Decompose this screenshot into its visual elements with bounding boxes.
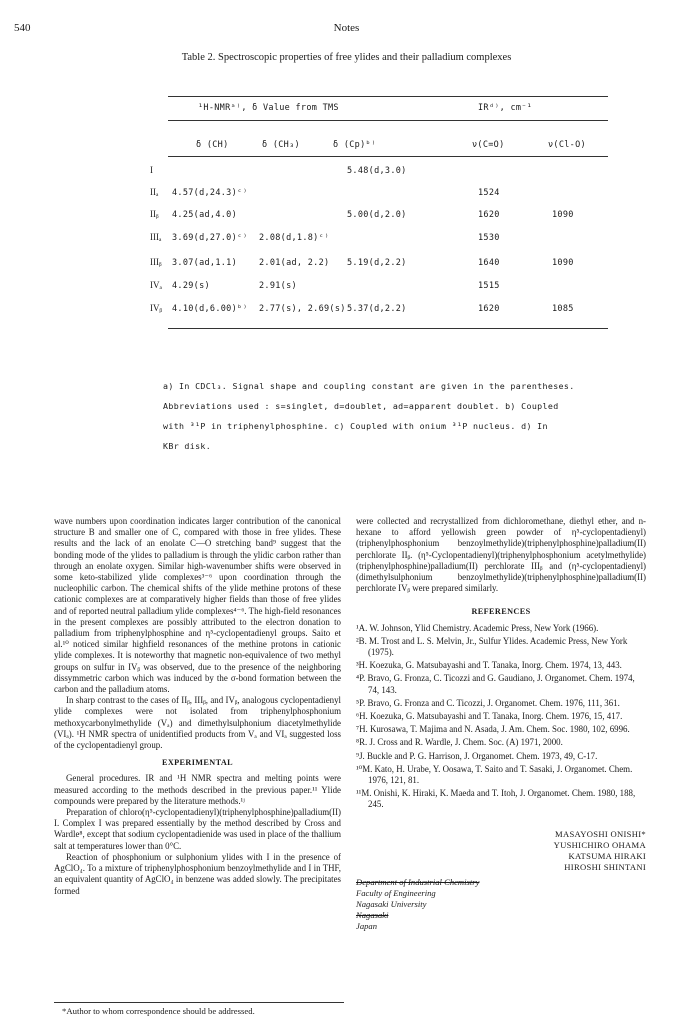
footnote-line: a) In CDCl₃. Signal shape and coupling constant are given in the parentheses. <box>163 381 575 391</box>
reference-item: ⁹J. Buckle and P. G. Harrison, J. Organomet. Chem. 1973, 49, C-17. <box>356 750 598 761</box>
row-label: IIₐ <box>150 187 159 197</box>
cell-ch3: 2.77(s), 2.69(s) <box>259 304 346 314</box>
nmr-group-header: ¹H-NMRᵃ⁾, δ Value from TMS <box>198 103 339 113</box>
reference-item: ⁸R. J. Cross and R. Wardle, J. Chem. Soc. (A) 1971, 2000. <box>356 737 563 748</box>
cell-ch: 4.25(ad,4.0) <box>172 210 238 220</box>
cell-co: 1515 <box>478 281 500 291</box>
affiliation <box>356 877 646 932</box>
body-paragraph: were collected and recrystallized from dichloromethane, diethyl ether, and n-hexane to afford yellowish green powder of η⁵-cyclopentadienyl)(triphenylphosphonium benzoylmethylide)(triphenylphosphine)palladium(II) perchlorate IIᵦ. (η⁵-Cyclopentadienyl)(triphenylphosphonium acetylmethylide)(triphenylphosphine)palladium(II) perchlorate IIIᵦ and (η⁵-cyclopentadienyl)(dimethylsulphonium benzoylmethylide)(triphenylphosphine)palladium(II) perchlorate IVᵦ were prepared similarly. <box>356 516 646 594</box>
cell-ch: 4.57(d,24.3)ᶜ⁾ <box>172 188 248 198</box>
author-name: YUSHICHIRO OHAMA <box>553 839 646 850</box>
table-header-rule <box>168 156 608 157</box>
cell-co: 1640 <box>478 258 500 268</box>
left-column <box>54 516 341 897</box>
footnote-line: with ³¹P in triphenylphosphine. c) Coupled with onium ³¹P nucleus. d) In <box>163 421 548 431</box>
author-name: KATSUMA HIRAKI <box>568 850 646 861</box>
row-label: IVᵦ <box>150 303 163 313</box>
col-header-cp: δ (Cp)ᵇ⁾ <box>333 140 377 150</box>
cell-clo: 1090 <box>552 258 574 268</box>
cell-co: 1620 <box>478 304 500 314</box>
footnote-rule <box>54 1002 344 1003</box>
cell-ch: 4.29(s) <box>172 281 210 291</box>
affiliation-line: Department of Industrial Chemistry <box>356 876 480 887</box>
experimental-heading: EXPERIMENTAL <box>161 758 234 768</box>
running-head: Notes <box>333 22 360 34</box>
cell-ch: 3.07(ad,1.1) <box>172 258 238 268</box>
cell-clo: 1085 <box>552 304 574 314</box>
author-name: MASAYOSHI ONISHI* <box>555 828 646 839</box>
table-caption: Table 2. Spectroscopic properties of free ylides and their palladium complexes <box>181 52 512 63</box>
cell-cp: 5.37(d,2.2) <box>347 304 407 314</box>
table-top-rule <box>168 96 608 97</box>
references-heading: REFERENCES <box>471 607 531 617</box>
table-group-rule <box>168 120 608 121</box>
row-label: IVₐ <box>150 280 162 290</box>
cell-co: 1620 <box>478 210 500 220</box>
cell-co: 1524 <box>478 188 500 198</box>
right-column <box>356 516 646 932</box>
reference-item: ¹A. W. Johnson, Ylid Chemistry. Academic Press, New York (1966). <box>356 622 599 633</box>
table-bottom-rule <box>168 328 608 329</box>
cell-cp: 5.48(d,3.0) <box>347 166 407 176</box>
col-header-ch: δ (CH) <box>196 140 229 150</box>
affiliation-line: Faculty of Engineering <box>356 887 436 898</box>
ir-group-header: IRᵈ⁾, cm⁻¹ <box>478 103 533 113</box>
col-header-clo: ν(Cl-O) <box>548 140 586 150</box>
col-header-co: ν(C=O) <box>472 140 505 150</box>
cell-ch3: 2.91(s) <box>259 281 297 291</box>
reference-item: ⁴P. Bravo, G. Fronza, C. Ticozzi and G. Gaudiano, J. Organomet. Chem. 1974, 74, 143. <box>356 673 635 695</box>
row-label: IIIᵦ <box>150 257 162 267</box>
affiliation-line: Nagasaki University <box>356 898 427 909</box>
correspondence-note: *Author to whom correspondence should be addressed. <box>62 1006 255 1016</box>
reference-item: ¹⁰M. Kato, H. Urabe, Y. Oosawa, T. Saito and T. Sasaki, J. Organomet. Chem. 1976, 121, 81. <box>356 763 633 786</box>
reference-item: ⁷H. Kurosawa, T. Majima and N. Asada, J. Am. Chem. Soc. 1980, 102, 6996. <box>356 724 630 735</box>
body-paragraph: Preparation of chloro(η⁵-cyclopentadienyl)(triphenylphosphine)palladium(II) I. Complex I was prepared essentially by the method described by Cross and Wardle⁸, except that sodium cyclopentadienide was used in place of the thallium salt at temperatures lower than 0°C. <box>54 807 341 851</box>
cell-ch: 3.69(d,27.0)ᶜ⁾ <box>172 233 248 243</box>
cell-co: 1530 <box>478 233 500 243</box>
cell-clo: 1090 <box>552 210 574 220</box>
affiliation-line: Nagasaki <box>356 909 389 920</box>
reference-item: ⁶H. Koezuka, G. Matsubayashi and T. Tanaka, Inorg. Chem. 1976, 15, 417. <box>356 711 623 722</box>
body-paragraph: In sharp contrast to the cases of IIᵦ, IIIᵦ, and IVᵦ, analogous cyclopentadienyl ylide complexes were not isolated from triphenylphosphonium methoxycarbonylmethylide (Vₐ) and dimethylsulphonium diacetylmethylide (VIₐ). ¹H NMR spectra of unidentified products from Vₐ and VIₐ suggested loss of the cyclopentadienyl group. <box>54 695 341 751</box>
cell-cp: 5.19(d,2.2) <box>347 258 407 268</box>
reference-item: ⁵P. Bravo, G. Fronza and C. Ticozzi, J. Organomet. Chem. 1976, 111, 361. <box>356 697 620 708</box>
cell-cp: 5.00(d,2.0) <box>347 210 407 220</box>
reference-item: ¹¹M. Onishi, K. Hiraki, K. Maeda and T. Itoh, J. Organomet. Chem. 1980, 188, 245. <box>356 788 636 810</box>
author-name: HIROSHI SHINTANI <box>564 861 646 872</box>
table-footnotes <box>163 376 633 456</box>
reference-list <box>356 623 646 811</box>
row-label: I <box>150 165 153 175</box>
body-paragraph: wave numbers upon coordination indicates larger contribution of the canonical structure B and smaller one of C, compared with those in free ylides. These results and the lack of an enolate C—O stretching band⁹ suggest that the bonding mode of the ylides to palladium is through the ylidic carbon rather than through an enolate oxygen. Similar high-wavenumber shifts were observed in some keto-stabilized ylide complexes³⁻⁶ upon coordination through the nucleophilic carbon. The chemical shifts of the ylide methine protons of these cationic complexes are at comparatively higher fields than those of free ylides and of reported neutral palladium ylide complexes⁴⁻⁶. The high-field resonances in the present complexes are possibly attributed to the electron donation to palladium from triphenylphosphine and η⁵-cyclopentadienyl groups. Saito et al.¹⁰ noticed similar highfield resonances of the methine protons in cationic ylide complexes. It is noteworthy that magnetic non-equivalence of two methyl groups on sulfur in IVᵦ was observed, due to the presence of the neighboring dissymmetric carbon which was induced by the σ-bond formation between the carbon and the palladium atoms. <box>54 516 341 695</box>
author-list <box>356 829 646 873</box>
body-paragraph: Reaction of phosphonium or sulphonium ylides with I in the presence of AgClO₄. To a mixture of triphenylphosphonium benzoylmethylide and I in THF, an equivalent quantity of AgClO₄ in benzene was added slowly. The precipitates formed <box>54 851 341 896</box>
cell-ch: 4.10(d,6.00)ᵇ⁾ <box>172 304 248 314</box>
affiliation-line: Japan <box>356 920 378 931</box>
footnote-line: Abbreviations used : s=singlet, d=doublet, ad=apparent doublet. b) Coupled <box>163 401 559 411</box>
reference-item: ²B. M. Trost and L. S. Melvin, Jr., Sulfur Ylides. Academic Press, New York (1975). <box>356 635 628 658</box>
page-number: 540 <box>14 22 31 34</box>
row-label: IIIₐ <box>150 232 162 242</box>
cell-ch3: 2.01(ad, 2.2) <box>259 258 330 268</box>
row-label: IIᵦ <box>150 209 159 219</box>
cell-ch3: 2.08(d,1.8)ᶜ⁾ <box>259 233 330 243</box>
reference-item: ³H. Koezuka, G. Matsubayashi and T. Tanaka, Inorg. Chem. 1974, 13, 443. <box>356 660 622 671</box>
col-header-ch3: δ (CH₃) <box>262 140 300 150</box>
body-paragraph: General procedures. IR and ¹H NMR spectra and melting points were measured according to the methods described in the previous paper.¹¹ Ylide compounds were prepared by the literature methods.¹ʲ <box>54 773 341 806</box>
footnote-line: KBr disk. <box>163 441 212 451</box>
